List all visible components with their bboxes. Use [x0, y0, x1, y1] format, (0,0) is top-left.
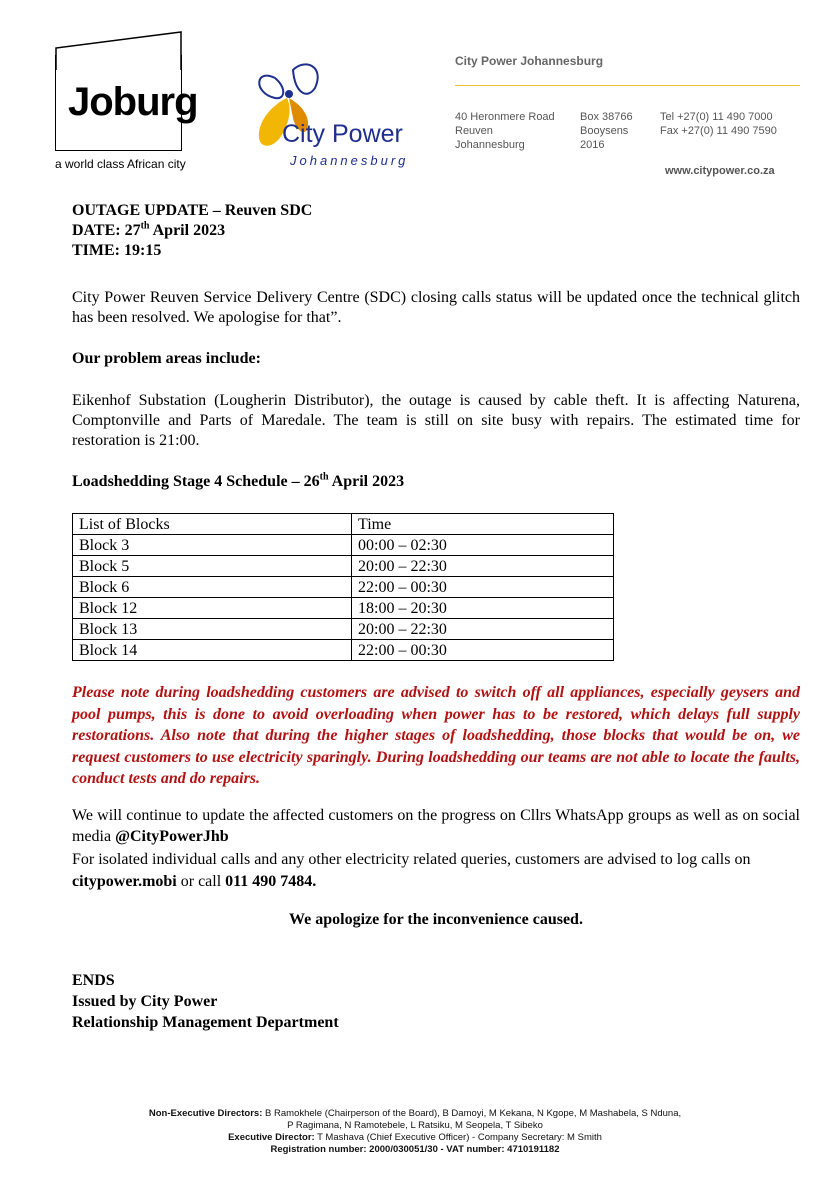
issued-by: Issued by City Power — [72, 993, 218, 1010]
block-cell: Block 6 — [73, 577, 352, 598]
block-cell: Block 14 — [73, 640, 352, 661]
time-cell: 00:00 – 02:30 — [352, 535, 614, 556]
queries-paragraph: For isolated individual calls and any other electricity related queries, customers are advised to log calls on citypower.mobi or call 011 490 7484. — [72, 851, 751, 890]
telephone: Tel +27(0) 11 490 7000 — [660, 111, 773, 123]
problem-areas-paragraph: Eikenhof Substation (Lougherin Distributor), the outage is caused by cable theft. It is affecting Naturena, Comptonville and Parts of Maredale. The team is still on site busy with repairs. The estimated time for restoration is 21:00. — [72, 392, 800, 449]
time-cell: 18:00 – 20:30 — [352, 598, 614, 619]
footer-exec-line: Executive Director: T Mashava (Chief Executive Officer) - Company Secretary: M Smith — [228, 1132, 602, 1143]
address-line: Reuven — [455, 125, 493, 137]
city-power-logo-city: Johannesburg — [290, 153, 409, 168]
time-cell: 22:00 – 00:30 — [352, 577, 614, 598]
block-cell: Block 5 — [73, 556, 352, 577]
problem-areas-heading: Our problem areas include: — [72, 350, 261, 367]
ends-label: ENDS — [72, 972, 115, 989]
fax: Fax +27(0) 11 490 7590 — [660, 125, 777, 137]
call-centre-number[interactable]: 011 490 7484. — [225, 873, 317, 890]
column-header: Time — [352, 514, 614, 535]
table-row — [73, 619, 614, 640]
table-row — [73, 598, 614, 619]
footer-registration: Registration number: 2000/030051/30 - VAT number: 4710191182 — [270, 1144, 560, 1155]
intro-paragraph: City Power Reuven Service Delivery Centre (SDC) closing calls status will be updated once the technical glitch has been resolved. We apologise for that”. — [72, 289, 800, 326]
outage-time: TIME: 19:15 — [72, 242, 162, 259]
contact-block — [660, 110, 777, 138]
loadshedding-notice: Please note during loadshedding customers are advised to switch off all appliances, especially geysers and pool pumps, this is done to avoid overloading when power has to be restored, which delays full supply restorations. Also note that during the higher stages of loadshedding, those blocks that would be on, we request customers to use electricity sparingly. During loadshedding our teams are not able to locate the faults, conduct tests and do repairs. — [72, 684, 800, 787]
city-power-logo-name: City Power — [282, 120, 403, 148]
document-heading — [72, 201, 312, 261]
joburg-tagline: a world class African city — [55, 157, 186, 171]
schedule-heading: Loadshedding Stage 4 Schedule – 26th April 2023 — [72, 471, 405, 490]
address-block — [455, 110, 555, 152]
postal-line: Box 38766 — [580, 111, 633, 123]
table-row — [73, 577, 614, 598]
header-rule — [455, 85, 800, 86]
table-row — [73, 535, 614, 556]
outage-date: DATE: 27th April 2023 — [72, 220, 226, 239]
outage-title: OUTAGE UPDATE – Reuven SDC — [72, 202, 313, 219]
block-cell: Block 13 — [73, 619, 352, 640]
table-row — [73, 640, 614, 661]
postal-block — [580, 110, 633, 152]
joburg-logo: Joburg — [68, 80, 198, 124]
update-paragraph: We will continue to update the affected customers on the progress on Cllrs WhatsApp groups as well as on social media @CityPowerJhb — [72, 807, 800, 845]
department: Relationship Management Department — [72, 1014, 339, 1031]
block-cell: Block 12 — [73, 598, 352, 619]
postal-line: Booysens — [580, 125, 629, 137]
loadshedding-schedule-table — [72, 513, 614, 661]
address-line: Johannesburg — [455, 139, 525, 151]
footer-nonexec-line-2: P Ragimana, N Ramotebele, L Ratsiku, M Seopela, T Sibeko — [287, 1120, 543, 1131]
website-link[interactable]: www.citypower.co.za — [665, 165, 775, 177]
table-row — [73, 556, 614, 577]
citypower-mobi-link[interactable]: citypower.mobi — [72, 873, 177, 890]
apology-line: We apologize for the inconvenience caused. — [289, 911, 583, 928]
time-cell: 22:00 – 00:30 — [352, 640, 614, 661]
company-name: City Power Johannesburg — [455, 54, 604, 68]
block-cell: Block 3 — [73, 535, 352, 556]
address-line: 40 Heronmere Road — [455, 111, 555, 123]
time-cell: 20:00 – 22:30 — [352, 619, 614, 640]
signoff-block — [72, 970, 339, 1033]
table-header-row — [73, 514, 614, 535]
postal-line: 2016 — [580, 139, 605, 151]
footer-nonexec-line: Non-Executive Directors: B Ramokhele (Chairperson of the Board), B Damoyi, M Kekana, N Kgope, M Mashabela, S Nduna, — [148, 1108, 682, 1119]
column-header: List of Blocks — [73, 514, 352, 535]
social-handle[interactable]: @CityPowerJhb — [115, 828, 229, 845]
time-cell: 20:00 – 22:30 — [352, 556, 614, 577]
footer-directors — [0, 1108, 830, 1156]
